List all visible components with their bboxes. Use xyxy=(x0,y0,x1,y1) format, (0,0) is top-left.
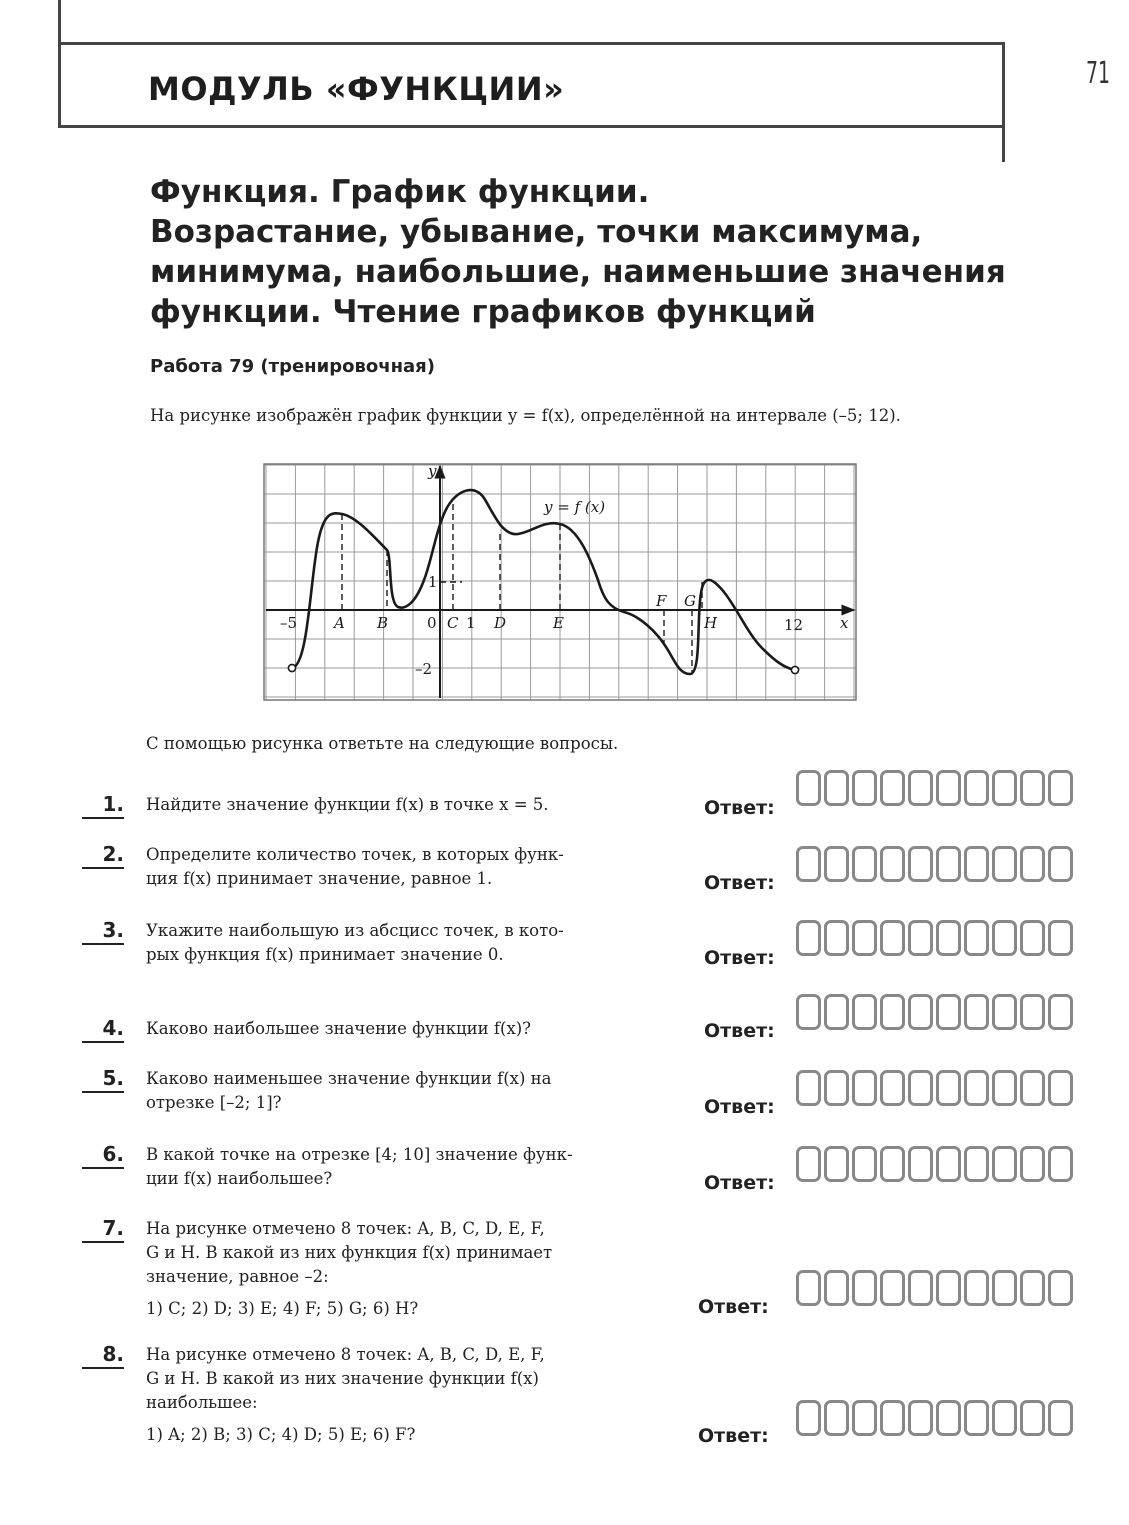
work-title: Работа 79 (тренировочная) xyxy=(150,356,435,377)
question-line: Укажите наибольшую из абсцисс точек, в кото- xyxy=(146,921,564,940)
answer-cell[interactable] xyxy=(1020,920,1045,956)
answer-cell[interactable] xyxy=(852,846,877,882)
answer-boxes[interactable] xyxy=(796,1270,1073,1306)
question-line: Каково наименьшее значение функции f(x) на xyxy=(146,1069,552,1088)
question-number: 1. xyxy=(82,792,124,819)
answer-cell[interactable] xyxy=(1048,846,1073,882)
answer-label: Ответ: xyxy=(704,872,775,894)
answer-cell[interactable] xyxy=(796,994,821,1030)
answer-boxes[interactable] xyxy=(796,846,1073,882)
tick-label-d: D xyxy=(494,614,507,632)
question-text xyxy=(146,1343,676,1447)
answer-cell[interactable] xyxy=(1048,1400,1073,1436)
answer-cell[interactable] xyxy=(908,1270,933,1306)
tick-label-e: E xyxy=(553,614,564,632)
question-line: Найдите значение функции f(x) в точке x = 5. xyxy=(146,795,549,814)
open-endpoint-left xyxy=(288,664,295,671)
tick-label-h: H xyxy=(704,614,718,632)
tick-label-minus5: –5 xyxy=(280,614,298,632)
answer-cell[interactable] xyxy=(824,1400,849,1436)
question-number: 7. xyxy=(82,1216,124,1243)
answer-cell[interactable] xyxy=(992,846,1017,882)
tick-label-g: G xyxy=(684,592,696,610)
answer-label: Ответ: xyxy=(698,1425,769,1447)
question-line: рых функция f(x) принимает значение 0. xyxy=(146,945,504,964)
answer-cell[interactable] xyxy=(852,1270,877,1306)
question-line: На рисунке отмечено 8 точек: A, B, C, D, E, F, xyxy=(146,1345,545,1364)
answer-label: Ответ: xyxy=(698,1296,769,1318)
question-line: G и H. В какой из них функция f(x) принимает xyxy=(146,1243,553,1262)
answer-cell[interactable] xyxy=(992,994,1017,1030)
intro-text: На рисунке изображён график функции y = f(x), определённой на интервале (–5; 12). xyxy=(150,406,901,425)
answer-cell[interactable] xyxy=(852,1070,877,1106)
answer-boxes[interactable] xyxy=(796,1146,1073,1182)
module-title: МОДУЛЬ «ФУНКЦИИ» xyxy=(148,70,565,108)
answer-cell[interactable] xyxy=(992,1146,1017,1182)
tick-label-twelve: 12 xyxy=(784,616,804,634)
answer-cell[interactable] xyxy=(880,1070,905,1106)
answer-cell[interactable] xyxy=(796,1270,821,1306)
question-number: 6. xyxy=(82,1142,124,1169)
answer-cell[interactable] xyxy=(964,770,989,806)
answer-cell[interactable] xyxy=(936,1070,961,1106)
question-line: На рисунке отмечено 8 точек: A, B, C, D, E, F, xyxy=(146,1219,545,1238)
page-number: 71 xyxy=(1086,56,1111,91)
function-curve xyxy=(292,490,795,674)
answer-cell[interactable] xyxy=(824,1070,849,1106)
question-text xyxy=(146,1067,676,1115)
question-line: Определите количество точек, в которых функ- xyxy=(146,845,564,864)
question-number: 3. xyxy=(82,918,124,945)
open-endpoint-right xyxy=(791,666,798,673)
answer-cell[interactable] xyxy=(992,1400,1017,1436)
x-axis-label: x xyxy=(840,614,849,632)
answer-cell[interactable] xyxy=(908,920,933,956)
question-number: 8. xyxy=(82,1342,124,1369)
answer-label: Ответ: xyxy=(704,1020,775,1042)
answer-cell[interactable] xyxy=(1048,1146,1073,1182)
y-axis-label: y xyxy=(428,462,437,480)
header-right-rule xyxy=(1002,42,1005,162)
answer-cell[interactable] xyxy=(1048,770,1073,806)
answer-cell[interactable] xyxy=(964,920,989,956)
answer-cell[interactable] xyxy=(796,1146,821,1182)
answer-cell[interactable] xyxy=(1048,920,1073,956)
answer-boxes[interactable] xyxy=(796,1070,1073,1106)
question-text xyxy=(146,793,676,817)
answer-cell[interactable] xyxy=(992,1270,1017,1306)
question-number: 2. xyxy=(82,842,124,869)
answer-cell[interactable] xyxy=(852,920,877,956)
answer-cell[interactable] xyxy=(964,1146,989,1182)
answer-cell[interactable] xyxy=(880,1146,905,1182)
question-text xyxy=(146,1143,676,1191)
question-line: отрезке [–2; 1]? xyxy=(146,1093,282,1112)
question-text xyxy=(146,843,676,891)
answer-cell[interactable] xyxy=(852,770,877,806)
answer-cell[interactable] xyxy=(936,994,961,1030)
answer-cell[interactable] xyxy=(824,1146,849,1182)
answer-cell[interactable] xyxy=(824,846,849,882)
answer-cell[interactable] xyxy=(796,1400,821,1436)
tick-label-c: C xyxy=(447,614,459,632)
function-label: y = f (x) xyxy=(544,498,606,516)
answer-cell[interactable] xyxy=(936,1146,961,1182)
answer-cell[interactable] xyxy=(880,920,905,956)
answer-cell[interactable] xyxy=(1020,994,1045,1030)
answer-cell[interactable] xyxy=(908,1070,933,1106)
answer-cell[interactable] xyxy=(880,1400,905,1436)
question-text xyxy=(146,1017,676,1041)
question-line: наибольшее: xyxy=(146,1393,258,1412)
answer-cell[interactable] xyxy=(936,920,961,956)
question-line: В какой точке на отрезке [4; 10] значение функ- xyxy=(146,1145,573,1164)
answer-cell[interactable] xyxy=(824,770,849,806)
question-line: G и H. В какой из них значение функции f(x) xyxy=(146,1369,539,1388)
topic-line: функции. Чтение графиков функций xyxy=(150,294,816,330)
answer-cell[interactable] xyxy=(796,1070,821,1106)
tick-label-b: B xyxy=(377,614,389,632)
answer-cell[interactable] xyxy=(936,770,961,806)
question-number: 4. xyxy=(82,1016,124,1043)
answer-cell[interactable] xyxy=(852,1146,877,1182)
answer-boxes[interactable] xyxy=(796,770,1073,806)
answer-cell[interactable] xyxy=(880,770,905,806)
answer-cell[interactable] xyxy=(992,1070,1017,1106)
function-graph xyxy=(262,462,858,702)
answer-cell[interactable] xyxy=(1020,1400,1045,1436)
answer-cell[interactable] xyxy=(1020,846,1045,882)
answer-label: Ответ: xyxy=(704,1096,775,1118)
answer-cell[interactable] xyxy=(964,1070,989,1106)
question-options: 1) C; 2) D; 3) E; 4) F; 5) G; 6) H? xyxy=(146,1299,419,1318)
answer-cell[interactable] xyxy=(796,920,821,956)
answer-cell[interactable] xyxy=(796,770,821,806)
topic-line: минимума, наибольшие, наименьшие значения xyxy=(150,254,1006,290)
question-text xyxy=(146,1217,676,1321)
answer-cell[interactable] xyxy=(1048,1070,1073,1106)
answer-cell[interactable] xyxy=(992,770,1017,806)
answer-cell[interactable] xyxy=(796,846,821,882)
answer-boxes[interactable] xyxy=(796,1400,1073,1436)
question-options: 1) A; 2) B; 3) C; 4) D; 5) E; 6) F? xyxy=(146,1425,416,1444)
tick-label-y-one: 1 xyxy=(428,573,438,591)
answer-cell[interactable] xyxy=(908,1146,933,1182)
topic-line: Функция. График функции. xyxy=(150,174,650,210)
answer-cell[interactable] xyxy=(908,994,933,1030)
answer-cell[interactable] xyxy=(880,846,905,882)
answer-cell[interactable] xyxy=(880,994,905,1030)
tick-label-zero: 0 xyxy=(427,614,437,632)
answer-cell[interactable] xyxy=(824,920,849,956)
header-left-rule xyxy=(58,0,61,44)
answer-cell[interactable] xyxy=(964,994,989,1030)
answer-label: Ответ: xyxy=(704,1172,775,1194)
answer-cell[interactable] xyxy=(852,1400,877,1436)
answer-cell[interactable] xyxy=(824,1270,849,1306)
tick-label-y-minus2: –2 xyxy=(415,660,433,678)
answer-cell[interactable] xyxy=(908,1400,933,1436)
answer-cell[interactable] xyxy=(1048,1270,1073,1306)
answer-label: Ответ: xyxy=(704,947,775,969)
answer-cell[interactable] xyxy=(908,846,933,882)
tick-label-one: 1 xyxy=(466,614,476,632)
answer-cell[interactable] xyxy=(1020,1146,1045,1182)
answer-cell[interactable] xyxy=(964,846,989,882)
answer-boxes[interactable] xyxy=(796,920,1073,956)
tick-label-f: F xyxy=(656,592,667,610)
question-line: значение, равное –2: xyxy=(146,1267,329,1286)
answer-boxes[interactable] xyxy=(796,994,1073,1030)
question-text xyxy=(146,919,676,967)
question-line: ция f(x) принимает значение, равное 1. xyxy=(146,869,493,888)
answer-label: Ответ: xyxy=(704,797,775,819)
answer-cell[interactable] xyxy=(824,994,849,1030)
answer-cell[interactable] xyxy=(880,1270,905,1306)
answer-cell[interactable] xyxy=(908,770,933,806)
answer-cell[interactable] xyxy=(852,994,877,1030)
question-number: 5. xyxy=(82,1066,124,1093)
answer-cell[interactable] xyxy=(1020,1270,1045,1306)
tick-label-a: A xyxy=(334,614,345,632)
answer-cell[interactable] xyxy=(1020,1070,1045,1106)
answer-cell[interactable] xyxy=(992,920,1017,956)
answer-cell[interactable] xyxy=(1048,994,1073,1030)
topic-heading xyxy=(150,172,1090,332)
topic-line: Возрастание, убывание, точки максимума, xyxy=(150,214,923,250)
answer-cell[interactable] xyxy=(964,1400,989,1436)
answer-cell[interactable] xyxy=(936,1270,961,1306)
question-line: ции f(x) наибольшее? xyxy=(146,1169,333,1188)
answer-cell[interactable] xyxy=(936,846,961,882)
answer-cell[interactable] xyxy=(1020,770,1045,806)
answer-cell[interactable] xyxy=(936,1400,961,1436)
help-text: С помощью рисунка ответьте на следующие вопросы. xyxy=(146,734,619,753)
question-line: Каково наибольшее значение функции f(x)? xyxy=(146,1019,532,1038)
answer-cell[interactable] xyxy=(964,1270,989,1306)
